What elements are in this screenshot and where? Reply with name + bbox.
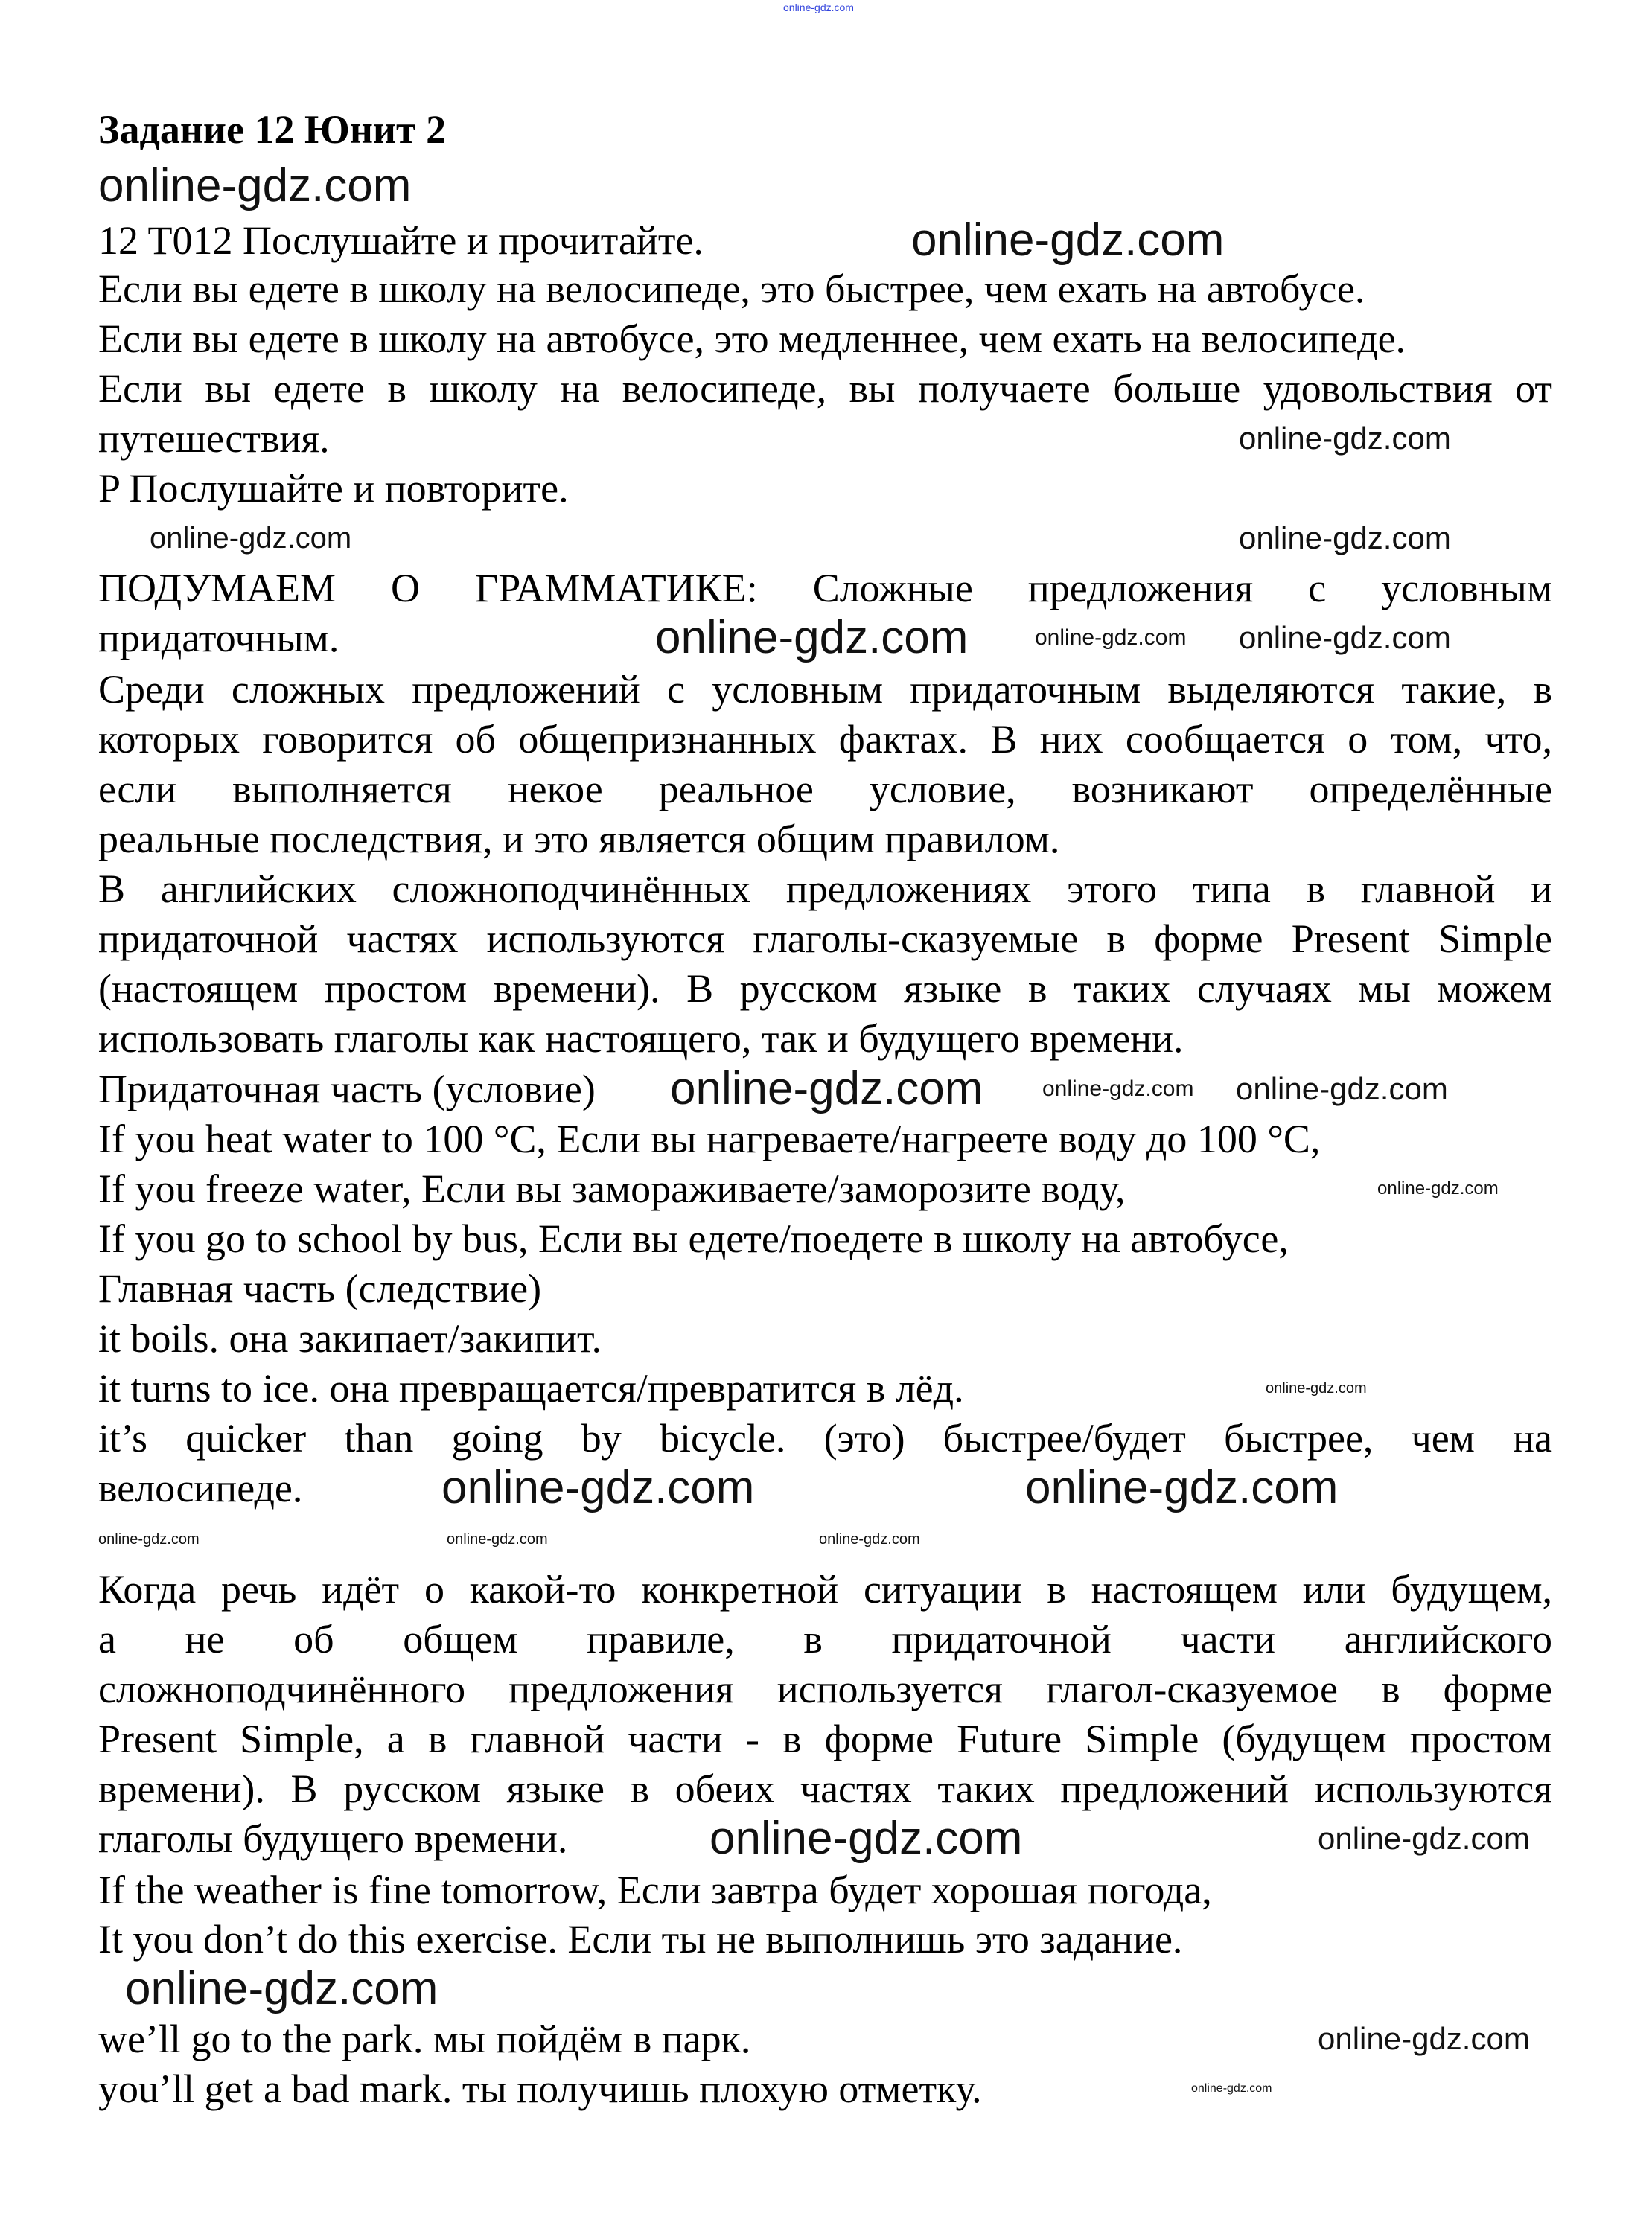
text-line: If you heat water to 100 °С, Если вы нагреваете/нагреете воду до 100 °С, bbox=[98, 1117, 1321, 1161]
watermark: online-gdz.com bbox=[150, 522, 352, 555]
text-line: придаточной частях используются глаголы-сказуемые в форме Present Simple bbox=[98, 916, 1552, 961]
page-title: Задание 12 Юнит 2 bbox=[98, 107, 447, 152]
watermark: online-gdz.com bbox=[911, 214, 1225, 266]
watermark: online-gdz.com bbox=[98, 160, 412, 211]
text-line: it’s quicker than going by bicycle. (это) быстрее/будет быстрее, чем на bbox=[98, 1416, 1552, 1461]
text-line: P Послушайте и повторите. bbox=[98, 466, 569, 511]
text-line: времени). В русском языке в обеих частях таких предложений используются bbox=[98, 1766, 1552, 1811]
watermark: online-gdz.com bbox=[125, 1963, 438, 2014]
text-line: велосипеде. bbox=[98, 1466, 303, 1510]
watermark: online-gdz.com bbox=[655, 612, 969, 663]
text-line: Если вы едете в школу на велосипеде, вы получаете больше удовольствия от bbox=[98, 366, 1552, 411]
text-line: If the weather is fine tomorrow, Если завтра будет хорошая погода, bbox=[98, 1868, 1212, 1912]
text-line: Главная часть (следствие) bbox=[98, 1266, 542, 1311]
watermark: online-gdz.com bbox=[1191, 2082, 1272, 2095]
text-line: сложноподчинённого предложения используется глагол-сказуемое в форме bbox=[98, 1667, 1552, 1711]
text-line: В английских сложноподчинённых предложениях этого типа в главной и bbox=[98, 866, 1552, 911]
watermark: online-gdz.com bbox=[709, 1813, 1023, 1864]
watermark: online-gdz.com bbox=[441, 1462, 755, 1513]
watermark: online-gdz.com bbox=[1236, 1071, 1448, 1106]
text-line: глаголы будущего времени. bbox=[98, 1816, 568, 1861]
text-line: Если вы едете в школу на автобусе, это медленнее, чем ехать на велосипеде. bbox=[98, 316, 1406, 361]
text-line: Придаточная часть (условие) bbox=[98, 1067, 596, 1111]
text-line: реальные последствия, и это является общим правилом. bbox=[98, 817, 1060, 861]
watermark: online-gdz.com bbox=[1266, 1380, 1367, 1397]
watermark: online-gdz.com bbox=[98, 1531, 200, 1548]
text-line: we’ll go to the park. мы пойдём в парк. bbox=[98, 2017, 751, 2061]
text-line: (настоящем простом времени). В русском языке в таких случаях мы можем bbox=[98, 966, 1552, 1011]
text-line: it turns to ice. она превращается/превратится в лёд. bbox=[98, 1366, 964, 1411]
watermark: online-gdz.com bbox=[1318, 1821, 1530, 1856]
watermark: online-gdz.com bbox=[670, 1063, 983, 1114]
text-line: путешествия. bbox=[98, 416, 330, 461]
text-line: использовать глаголы как настоящего, так и будущего времени. bbox=[98, 1016, 1184, 1061]
watermark: online-gdz.com bbox=[1239, 520, 1451, 555]
watermark: online-gdz.com bbox=[1042, 1076, 1194, 1101]
text-line: Present Simple, а в главной части - в форме Future Simple (будущем простом bbox=[98, 1717, 1552, 1761]
text-line: If you go to school by bus, Если вы едете/поедете в школу на автобусе, bbox=[98, 1216, 1289, 1261]
text-line: you’ll get a bad mark. ты получишь плохую отметку. bbox=[98, 2066, 982, 2111]
watermark: online-gdz.com bbox=[1025, 1462, 1339, 1513]
text-line: Среди сложных предложений с условным придаточным выделяются такие, в bbox=[98, 667, 1552, 712]
watermark: online-gdz.com bbox=[1318, 2021, 1530, 2056]
text-line: если выполняется некое реальное условие, возникают определённые bbox=[98, 767, 1552, 811]
watermark: online-gdz.com bbox=[1377, 1178, 1499, 1198]
text-line: Когда речь идёт о какой-то конкретной ситуации в настоящем или будущем, bbox=[98, 1567, 1552, 1612]
text-line: которых говорится об общепризнанных фактах. В них сообщается о том, что, bbox=[98, 717, 1552, 762]
text-line: 12 T012 Послушайте и прочитайте. bbox=[98, 218, 704, 263]
text-line: ПОДУМАЕМ О ГРАММАТИКЕ: Сложные предложения с условным bbox=[98, 566, 1552, 610]
watermark: online-gdz.com bbox=[783, 1, 854, 13]
text-line: Если вы едете в школу на велосипеде, это быстрее, чем ехать на автобусе. bbox=[98, 266, 1365, 311]
watermark: online-gdz.com bbox=[1239, 421, 1451, 456]
text-line: придаточным. bbox=[98, 616, 339, 660]
watermark: online-gdz.com bbox=[1035, 625, 1187, 650]
watermark: online-gdz.com bbox=[447, 1531, 548, 1548]
watermark: online-gdz.com bbox=[1239, 620, 1451, 655]
watermark: online-gdz.com bbox=[819, 1531, 920, 1548]
text-line: It you don’t do this exercise. Если ты не выполнишь это задание. bbox=[98, 1917, 1183, 1962]
text-line: а не об общем правиле, в придаточной части английского bbox=[98, 1617, 1552, 1662]
text-line: it boils. она закипает/закипит. bbox=[98, 1316, 602, 1361]
text-line: If you freeze water, Если вы замораживаете/заморозите воду, bbox=[98, 1166, 1126, 1211]
